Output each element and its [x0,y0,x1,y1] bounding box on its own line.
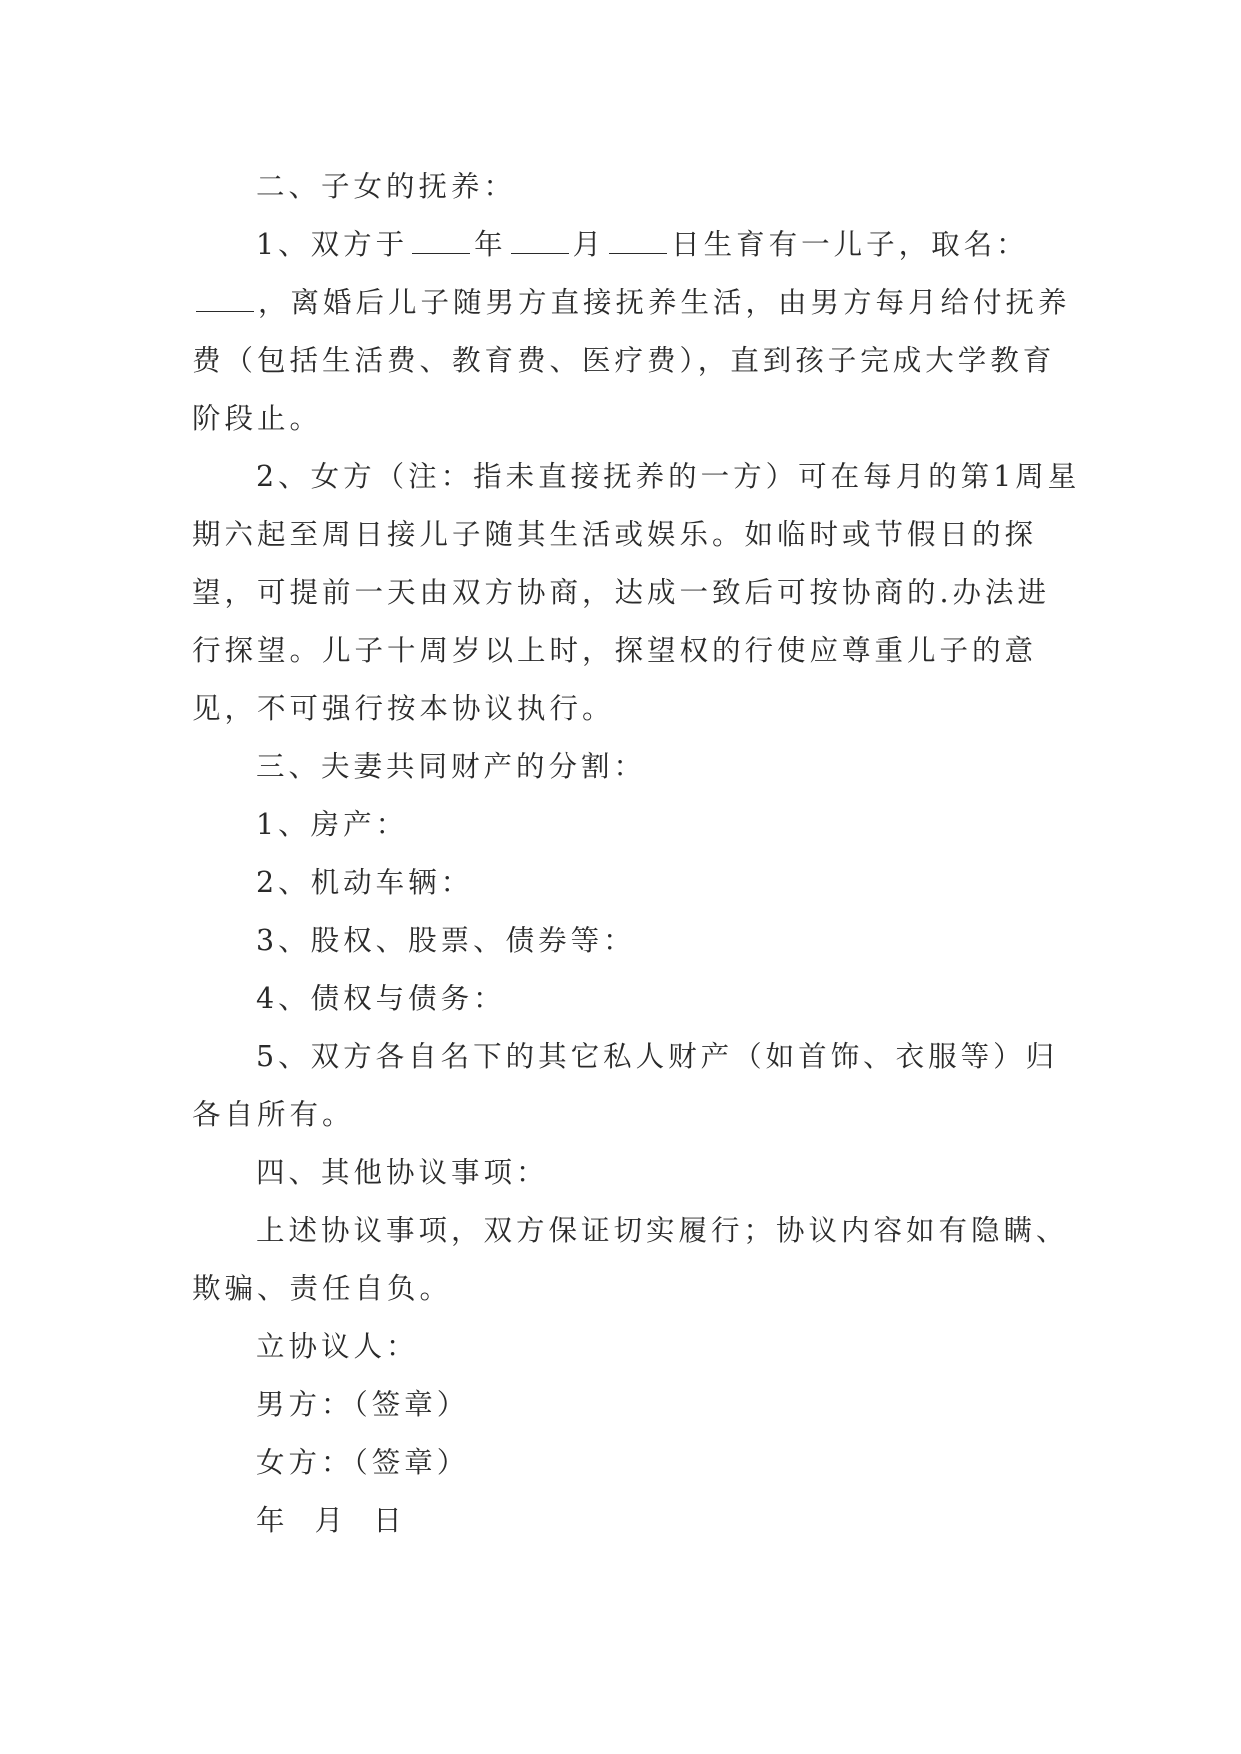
section2-item2: 2、女方（注：指未直接抚养的一方）可在每月的第1周星期六起至周日接儿子随其生活或娱乐。如临时或节假日的探望，可提前一天由双方协商，达成一致后可按协商的.办法进行探望。儿子十周岁以上时，探望权的行使应尊重儿子的意见，不可强行按本协议执行。 [192,460,1081,725]
section4-body: 上述协议事项，双方保证切实履行；协议内容如有隐瞒、欺骗、责任自负。 [192,1214,1069,1305]
item1-part-a: 1、双方于 [256,228,409,261]
name-blank [196,289,254,312]
year-blank [412,231,470,254]
section2-item1 [192,216,1082,448]
male-signature: 男方：（签章） [256,1388,470,1421]
section3-item3: 3、股权、股票、债券等： [256,924,636,957]
signatory-label: 立协议人： [256,1330,419,1363]
day-blank [609,231,667,254]
item1-part-d: 日生育有一儿子，取名： [671,228,1029,261]
section3-item5: 5、双方各自名下的其它私人财产（如首饰、衣服等）归各自所有。 [192,1040,1059,1131]
section3-item1: 1、房产： [256,808,409,841]
female-signature: 女方：（签章） [256,1446,470,1479]
section3-item2: 2、机动车辆： [256,866,474,899]
signature-date: 年 月 日 [256,1504,406,1537]
item1-part-b: 年 [474,228,507,261]
section3-heading: 三、夫妻共同财产的分割： [256,750,647,783]
item1-part-e: ，离婚后儿子随男方直接抚养生活，由男方每月给付抚养费（包括生活费、教育费、医疗费），直到孩子完成大学教育阶段止。 [192,286,1071,435]
item1-part-c: 月 [572,228,606,261]
document-page [192,158,1082,1550]
section3-item4: 4、债权与债务： [256,982,506,1015]
section2-heading: 二、子女的抚养： [256,170,517,203]
section4-heading: 四、其他协议事项： [256,1156,549,1189]
month-blank [511,231,569,254]
